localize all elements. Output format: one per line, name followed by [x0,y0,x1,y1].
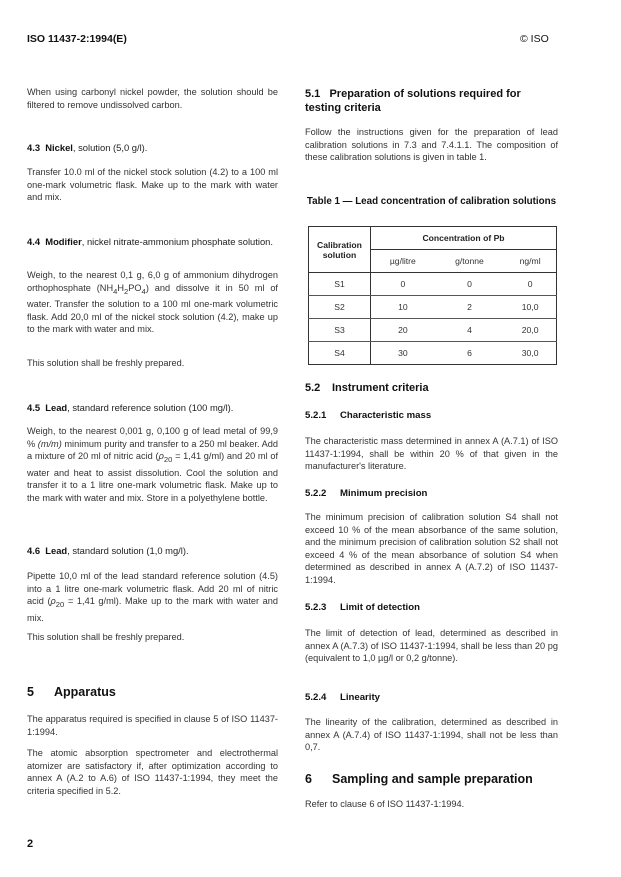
table-row [309,342,557,365]
section-5-paragraph-2: The atomic absorption spectrometer and electrothermal atomizer are satisfactory if, after optimization according to annex A (A.2 to A.6) of ISO 11437-1:1994, they meet the criteria specified in 5.2. [27,748,278,796]
lead-concentration-table [308,226,557,365]
section-5-2-4-paragraph: The linearity of the calibration, determined as described in annex A (A.7.4) of ISO 11437-1:1994, shall not be less than 0,7. [305,717,558,753]
table-cell: 30 [398,348,408,358]
intro-paragraph: When using carbonyl nickel powder, the solution should be filtered to remove undissolved carbon. [27,87,278,110]
section-4-6-heading [27,545,278,558]
section-title: Modifier [45,236,82,247]
section-4-6-paragraph: Pipette 10,0 ml of the lead standard reference solution (4.5) into a 1 litre one-mark volumetric flask. Add 20 ml of nitric acid ($\rho_{20} = 1,41$ g/ml). Make up to the mark with water and mix. [27,571,278,623]
section-subtitle: , solution (5,0 g/l). [72,142,148,153]
section-5-1-paragraph: Follow the instructions given for the preparation of lead calibration solutions in 7.3 and 7.4.1.1. The composition of these calibration solutions is given in table 1. [305,127,558,163]
table-unit: µg/litre [371,250,435,273]
section-4-3-heading [27,142,278,155]
table-cell: 0 [435,273,505,296]
table-unit: g/tonne [435,250,505,273]
table-row-header: Calibration solution [309,227,371,273]
section-5-1-heading: 5.1 Preparation of solutions required for testing criteria [305,88,521,114]
section-subtitle: , standard solution (1,0 mg/l). [67,545,189,556]
table-cell: 10 [371,296,435,319]
section-5-2-4-heading: 5.2.4 Linearity [305,692,380,703]
table-cell: 4 [435,319,505,342]
section-5-2-2-paragraph: The minimum precision of calibration solution S4 shall not exceed 10 % of the mean absorbance of the same solution, and the minimum precision of calibration solution S2 shall not exceed 4 % of the mean absorbance of solution S4 when determined as described in annex A (A.7.2) of ISO 11437-1:1994. [305,512,558,585]
section-6-heading: 6 Sampling and sample preparation [305,772,533,786]
table-cell: 20,0 [504,319,556,342]
section-5-2-2-heading: 5.2.2 Minimum precision [305,488,428,499]
table-cell: S1 [309,273,371,296]
section-5-paragraph-1: The apparatus required is specified in clause 5 of ISO 11437-1:1994. [27,714,278,737]
document-header-copyright: © ISO [520,33,549,45]
section-4-6-note: This solution shall be freshly prepared. [27,632,185,642]
table-column-group: Concentration of Pb [371,227,557,250]
section-5-2-1-heading: 5.2.1 Characteristic mass [305,410,432,421]
section-title: Nickel [45,142,73,153]
section-subtitle: , standard reference solution (100 mg/l). [67,402,234,413]
section-number: 4.3 [27,142,41,153]
section-number: 4.5 [27,402,41,413]
section-5-2-3-paragraph: The limit of detection of lead, determined as described in annex A (A.7.3) of ISO 11437-1:1994, shall be less than 20 pg (equivalent to 1,0 µg/l or 0,2 g/tonne). [305,628,558,664]
section-number: 4.4 [27,236,41,247]
table-cell: S3 [309,319,371,342]
document-header-standard: ISO 11437-2:1994(E) [27,33,127,45]
section-5-2-1-paragraph: The characteristic mass determined in annex A (A.7.1) of ISO 11437-1:1994, shall be within 20 % of that given in the manufacturer's literature. [305,436,558,472]
table-cell: S4 [309,342,371,365]
section-4-3-paragraph: Transfer 10.0 ml of the nickel stock solution (4.2) to a 100 ml one-mark volumetric flask. Make up to the mark with water and mix. [27,167,278,203]
table-row [309,296,557,319]
table-cell: 0 [371,273,435,296]
section-5-2-heading: 5.2 Instrument criteria [305,382,429,394]
section-4-5-heading [27,402,278,415]
table-cell: 20 [371,319,435,342]
table-cell: 2 [435,296,505,319]
table-cell: S2 [309,296,371,319]
section-subtitle: , nickel nitrate-ammonium phosphate solution. [81,236,273,247]
section-4-4-heading [27,236,278,249]
table-row [309,319,557,342]
section-4-4-note: This solution shall be freshly prepared. [27,358,185,368]
table-caption: Table 1 — Lead concentration of calibration solutions [306,196,557,207]
table-cell: 0 [504,273,556,296]
section-5-2-3-heading: 5.2.3 Limit of detection [305,602,420,613]
section-4-4-paragraph: Weigh, to the nearest 0,1 g, 6,0 g of ammonium dihydrogen orthophosphate $(NH_4H_2PO_4)$ and dissolve it in 50 ml of water. Transfer the solution to a 100 ml one-mark volumetric flask. Add 20,0 ml of the nickel stock solution (4.2), make up to the mark with water and mix. [27,270,278,335]
table-cell: 30,0 [521,348,539,358]
section-number: 4.6 [27,545,41,556]
table-unit: ng/ml [504,250,556,273]
page-number: 2 [27,838,34,850]
section-4-5-paragraph: Weigh, to the nearest 0,001 g, 0,100 g of lead metal of 99,9 % (m/m) minimum purity and transfer to a 250 ml beaker. Add a mixture of 20 ml of nitric acid ($\rho_{20} = 1,41$ g/ml) and 20 ml of water and heat to assist dissolution. Cool the solution and transfer it to a 1 litre one-mark volumetric flask. Make up to the mark with water and mix. Store in a polyethylene bottle. [27,426,279,503]
section-title: Lead [45,402,68,413]
table-cell: 10,0 [504,296,556,319]
section-6-paragraph: Refer to clause 6 of ISO 11437-1:1994. [305,799,465,809]
table-row [309,273,557,296]
table-cell: 6 [467,348,472,358]
section-5-heading: 5 Apparatus [27,685,116,699]
section-title: Lead [45,545,68,556]
